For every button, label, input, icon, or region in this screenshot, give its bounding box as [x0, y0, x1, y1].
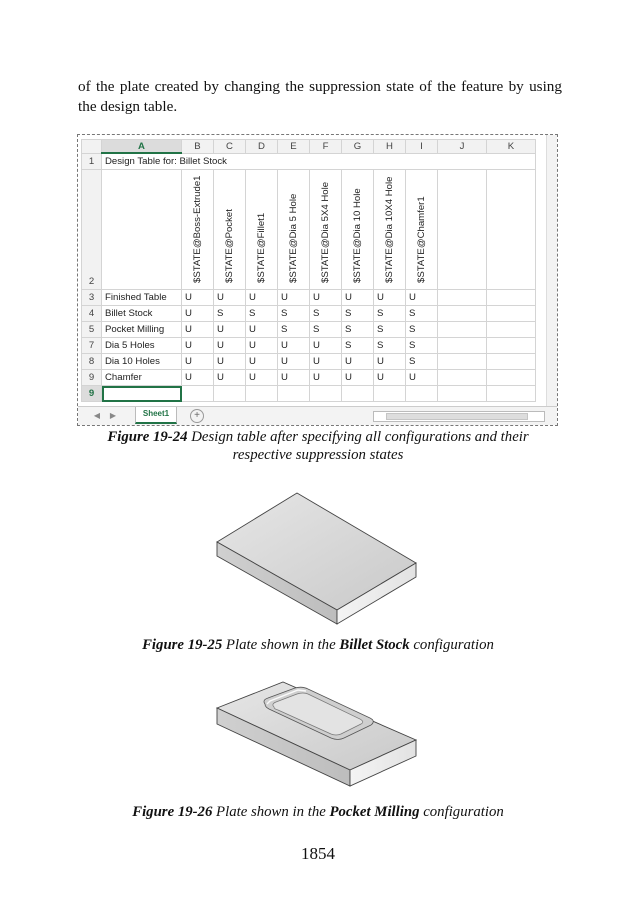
row-header[interactable]: 7	[82, 338, 102, 354]
figure-25-caption	[60, 636, 576, 654]
config-header-pocket: $STATE@Pocket	[223, 209, 235, 283]
body-paragraph: of the plate created by changing the suppression state of the feature by using the design table.	[78, 78, 562, 115]
suppression-state-cell[interactable]: S	[278, 322, 310, 338]
empty-cell[interactable]	[487, 370, 536, 386]
config-header-dia10-hole: $STATE@Dia 10 Hole	[351, 188, 363, 283]
row-header-9[interactable]: 9	[82, 386, 102, 402]
suppression-state-cell[interactable]: U	[182, 370, 214, 386]
suppression-state-cell[interactable]: U	[214, 338, 246, 354]
figure-26-text-pre: Plate shown in the	[212, 804, 330, 820]
column-header-d[interactable]: D	[246, 140, 278, 154]
suppression-state-cell[interactable]: U	[214, 354, 246, 370]
column-header-i[interactable]: I	[406, 140, 438, 154]
prev-sheet-icon[interactable]: ◀	[93, 411, 101, 420]
empty-cell[interactable]	[438, 370, 487, 386]
config-header-fillet1: $STATE@Fillet1	[255, 212, 267, 283]
row-header[interactable]: 5	[82, 322, 102, 338]
suppression-state-cell[interactable]: S	[342, 338, 374, 354]
suppression-state-cell[interactable]: U	[278, 338, 310, 354]
active-cell-a9[interactable]	[102, 386, 182, 402]
suppression-state-cell[interactable]: U	[182, 290, 214, 306]
row-header[interactable]: 8	[82, 354, 102, 370]
column-header-b[interactable]: B	[182, 140, 214, 154]
config-header-dia5-hole: $STATE@Dia 5 Hole	[287, 193, 299, 283]
empty-cell[interactable]	[487, 290, 536, 306]
spreadsheet-grid	[81, 139, 536, 402]
title-cell[interactable]: Design Table for: Billet Stock	[102, 153, 536, 170]
config-header-dia5x4-hole: $STATE@Dia 5X4 Hole	[319, 181, 331, 283]
figure-25-label: Figure 19-25	[142, 637, 223, 653]
suppression-state-cell[interactable]: U	[246, 322, 278, 338]
empty-cell[interactable]	[342, 386, 374, 402]
cell-k2[interactable]	[487, 170, 536, 290]
column-header-c[interactable]: C	[214, 140, 246, 154]
header-cell[interactable]	[374, 170, 406, 290]
table-row	[82, 338, 536, 354]
header-cell[interactable]	[214, 170, 246, 290]
suppression-state-cell[interactable]: U	[374, 354, 406, 370]
horizontal-scrollbar[interactable]	[373, 411, 545, 422]
figure-26-text-post: configuration	[419, 804, 504, 820]
scroll-thumb[interactable]	[386, 413, 528, 420]
table-row	[82, 322, 536, 338]
figure-26-text-bold: Pocket Milling	[329, 804, 420, 820]
suppression-state-cell[interactable]: U	[182, 354, 214, 370]
cell-a2[interactable]	[102, 170, 182, 290]
configuration-name-cell[interactable]: Billet Stock	[102, 306, 182, 322]
suppression-state-cell[interactable]: U	[310, 370, 342, 386]
empty-cell[interactable]	[487, 354, 536, 370]
empty-cell[interactable]	[487, 386, 536, 402]
suppression-state-cell[interactable]: S	[278, 306, 310, 322]
row-header[interactable]: 9	[82, 370, 102, 386]
suppression-state-cell[interactable]: S	[342, 322, 374, 338]
configuration-name-cell[interactable]: Dia 5 Holes	[102, 338, 182, 354]
sheet-tab-sheet1[interactable]: Sheet1	[135, 407, 177, 424]
empty-cell[interactable]	[374, 386, 406, 402]
empty-cell[interactable]	[438, 290, 487, 306]
figure-25-text-post: configuration	[409, 637, 494, 653]
page-number: 1854	[301, 844, 335, 863]
empty-cell[interactable]	[182, 386, 214, 402]
header-cell[interactable]	[278, 170, 310, 290]
suppression-state-cell[interactable]: S	[342, 306, 374, 322]
suppression-state-cell[interactable]: S	[374, 338, 406, 354]
suppression-state-cell[interactable]: U	[374, 370, 406, 386]
suppression-state-cell[interactable]: U	[182, 338, 214, 354]
empty-cell[interactable]	[487, 306, 536, 322]
empty-cell[interactable]	[406, 386, 438, 402]
select-all-corner[interactable]	[82, 140, 102, 154]
column-header-k[interactable]: K	[487, 140, 536, 154]
suppression-state-cell[interactable]: S	[374, 306, 406, 322]
suppression-state-cell[interactable]: U	[310, 338, 342, 354]
figure-24-label: Figure 19-24	[107, 429, 188, 445]
column-header-h[interactable]: H	[374, 140, 406, 154]
empty-cell[interactable]	[438, 354, 487, 370]
empty-cell[interactable]	[278, 386, 310, 402]
table-row	[82, 370, 536, 386]
suppression-state-cell[interactable]: U	[342, 354, 374, 370]
figure-25-text-bold: Billet Stock	[339, 637, 410, 653]
row-header[interactable]: 4	[82, 306, 102, 322]
config-header-chamfer1: $STATE@Chamfer1	[415, 196, 427, 283]
figure-24-text-2: respective suppression states	[232, 447, 404, 463]
suppression-state-cell[interactable]: S	[214, 306, 246, 322]
column-header-a[interactable]: A	[102, 140, 182, 154]
add-sheet-icon[interactable]: +	[190, 409, 204, 423]
empty-cell[interactable]	[246, 386, 278, 402]
table-row	[82, 354, 536, 370]
suppression-state-cell[interactable]: U	[278, 354, 310, 370]
suppression-state-cell[interactable]: S	[310, 306, 342, 322]
figure-25-text-pre: Plate shown in the	[222, 637, 340, 653]
row-header-2[interactable]: 2	[82, 170, 102, 290]
next-sheet-icon[interactable]: ▶	[109, 411, 117, 420]
suppression-state-cell[interactable]: S	[406, 354, 438, 370]
empty-cell[interactable]	[214, 386, 246, 402]
configuration-name-cell[interactable]: Chamfer	[102, 370, 182, 386]
configuration-name-cell[interactable]: Finished Table	[102, 290, 182, 306]
design-table-screenshot	[77, 134, 558, 426]
suppression-state-cell[interactable]: U	[278, 370, 310, 386]
header-cell[interactable]	[310, 170, 342, 290]
suppression-state-cell[interactable]: U	[182, 322, 214, 338]
suppression-state-cell[interactable]: U	[214, 370, 246, 386]
suppression-state-cell[interactable]: U	[246, 290, 278, 306]
header-cell[interactable]	[342, 170, 374, 290]
column-header-g[interactable]: G	[342, 140, 374, 154]
configuration-name-cell[interactable]: Pocket Milling	[102, 322, 182, 338]
suppression-state-cell[interactable]: U	[246, 354, 278, 370]
figure-24-caption	[60, 428, 576, 464]
suppression-state-cell[interactable]: U	[310, 354, 342, 370]
header-cell[interactable]	[182, 170, 214, 290]
empty-cell[interactable]	[487, 338, 536, 354]
suppression-state-cell[interactable]: U	[246, 370, 278, 386]
empty-cell[interactable]	[487, 322, 536, 338]
column-header-e[interactable]: E	[278, 140, 310, 154]
table-row	[82, 290, 536, 306]
column-header-j[interactable]: J	[438, 140, 487, 154]
suppression-state-cell[interactable]: U	[182, 306, 214, 322]
header-cell[interactable]	[246, 170, 278, 290]
suppression-state-cell[interactable]: U	[406, 370, 438, 386]
empty-cell[interactable]	[438, 338, 487, 354]
empty-cell[interactable]	[438, 322, 487, 338]
header-cell[interactable]	[406, 170, 438, 290]
figure-26-caption	[60, 803, 576, 821]
suppression-state-cell[interactable]: U	[342, 370, 374, 386]
suppression-state-cell[interactable]: S	[406, 306, 438, 322]
figure-26-label: Figure 19-26	[132, 804, 213, 820]
suppression-state-cell[interactable]: S	[406, 322, 438, 338]
suppression-state-cell[interactable]: S	[310, 322, 342, 338]
config-header-dia10x4-hole: $STATE@Dia 10X4 Hole	[383, 176, 395, 283]
suppression-state-cell[interactable]: U	[374, 290, 406, 306]
configuration-name-cell[interactable]: Dia 10 Holes	[102, 354, 182, 370]
empty-cell[interactable]	[438, 306, 487, 322]
sheet-tabs-bar	[78, 406, 557, 425]
suppression-state-cell[interactable]: S	[246, 306, 278, 322]
suppression-state-cell[interactable]: S	[406, 338, 438, 354]
billet-stock-plate-image	[210, 488, 426, 628]
column-header-f[interactable]: F	[310, 140, 342, 154]
suppression-state-cell[interactable]: U	[214, 290, 246, 306]
cell-j2[interactable]	[438, 170, 487, 290]
config-header-boss-extrude1: $STATE@Boss-Extrude1	[191, 175, 203, 283]
table-row	[82, 306, 536, 322]
vertical-scrollbar[interactable]	[546, 135, 557, 406]
suppression-state-cell[interactable]: U	[342, 290, 374, 306]
suppression-state-cell[interactable]: S	[374, 322, 406, 338]
suppression-state-cell[interactable]: U	[214, 322, 246, 338]
figure-24-text-1: Design table after specifying all configurations and their	[187, 429, 529, 445]
suppression-state-cell[interactable]: U	[246, 338, 278, 354]
empty-cell[interactable]	[438, 386, 487, 402]
suppression-state-cell[interactable]: U	[406, 290, 438, 306]
pocket-milling-plate-image	[210, 680, 426, 795]
row-header-1[interactable]: 1	[82, 153, 102, 170]
suppression-state-cell[interactable]: U	[278, 290, 310, 306]
suppression-state-cell[interactable]: U	[310, 290, 342, 306]
row-header[interactable]: 3	[82, 290, 102, 306]
empty-cell[interactable]	[310, 386, 342, 402]
